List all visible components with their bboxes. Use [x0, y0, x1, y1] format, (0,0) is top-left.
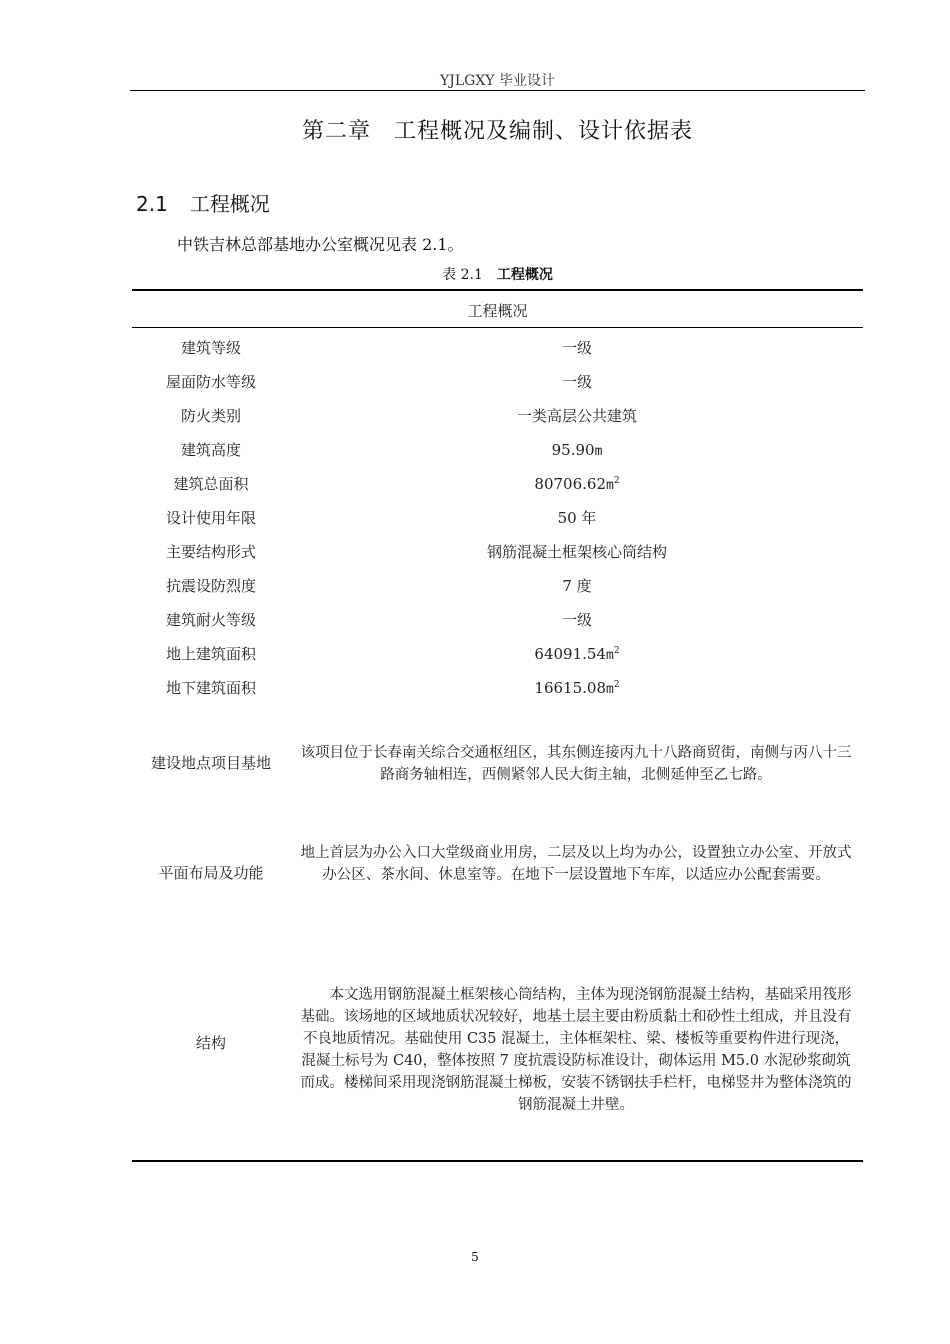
row-label: 设计使用年限 [165, 509, 256, 527]
table-top-rule [132, 289, 863, 291]
row-label: 地下建筑面积 [165, 679, 256, 697]
section-heading [136, 188, 270, 217]
row-value: 一级 [561, 339, 592, 357]
chapter-title: 第二章 工程概况及编制、设计依据表 [301, 119, 693, 144]
row-label: 主要结构形式 [165, 543, 256, 561]
row-value: $64091.54m^2$ [534, 645, 620, 663]
table-row [132, 331, 863, 365]
table-row [132, 399, 863, 433]
page-number: 5 [471, 1250, 479, 1264]
row-value: 95.90m [551, 441, 603, 459]
row-value: $16615.08m^2$ [534, 679, 620, 697]
table-block-row [132, 842, 863, 908]
block-value: 本文选用钢筋混凝土框架核心筒结构，主体为现浇钢筋混凝土结构，基础采用筏形基础。该场地的区域地质状况较好，地基土层主要由粉质黏土和砂性土组成，并且没有不良地质情况。基础使用 C35 混凝土，主体框架柱、梁、楼板等重要构件进行现浇，混凝土标号为 C40，整体按照 7 度抗震设防标准设计，砌体运用 M5.0 水泥砂浆砌筑而成。楼梯间采用现浇钢筋混凝土梯板，安装不锈钢扶手栏杆，电梯竖井为整体浇筑的钢筋混凝土井壁。 [300, 987, 852, 1113]
row-label: 建筑等级 [180, 339, 241, 357]
row-value: 钢筋混凝土框架核心筒结构 [486, 543, 667, 561]
table-row [132, 671, 863, 705]
table-row [132, 501, 863, 535]
block-value: 该项目位于长春南关综合交通枢纽区，其东侧连接丙九十八路商贸街，南侧与丙八十三路商务轴相连，西侧紧邻人民大街主轴，北侧延伸至乙七路。 [300, 745, 852, 783]
page-header: YJLGXY 毕业设计 [440, 73, 555, 89]
section-number: 2.1 [136, 192, 168, 216]
block-label: 建设地点项目基地 [150, 754, 271, 772]
block-value: 地上首层为办公入口大堂级商业用房，二层及以上均为办公，设置独立办公室、开放式办公区、茶水间、休息室等。在地下一层设置地下车库，以适应办公配套需要。 [300, 845, 852, 883]
table-row [132, 603, 863, 637]
section-title: 工程概况 [189, 192, 270, 216]
table-row [132, 569, 863, 603]
row-label: 地上建筑面积 [165, 645, 256, 663]
row-label: 屋面防水等级 [165, 373, 256, 391]
row-label: 建筑高度 [180, 441, 241, 459]
table-row [132, 433, 863, 467]
row-value: 7 度 [562, 577, 592, 595]
table-header-rule [132, 327, 863, 328]
row-label: 建筑耐火等级 [165, 611, 256, 629]
table-block-row [132, 742, 863, 786]
row-value: 50 年 [557, 509, 597, 527]
table-header: 工程概况 [467, 302, 528, 320]
row-label: 防火类别 [180, 407, 241, 425]
table-row [132, 365, 863, 399]
table-block-row [132, 984, 863, 1116]
block-label: 平面布局及功能 [158, 864, 264, 882]
table-row [132, 467, 863, 501]
table-row [132, 535, 863, 569]
table-caption [130, 264, 865, 284]
row-value: $80706.62m^2$ [534, 475, 620, 493]
block-label: 结构 [195, 1034, 226, 1052]
row-label: 建筑总面积 [173, 475, 249, 493]
table-bottom-rule [132, 1160, 863, 1162]
row-value: 一级 [561, 611, 592, 629]
row-value: 一类高层公共建筑 [516, 407, 637, 425]
table-caption-title: 工程概况 [496, 267, 553, 283]
table-caption-number: 表 2.1 [442, 267, 483, 283]
header-rule [130, 90, 865, 91]
row-label: 抗震设防烈度 [165, 577, 256, 595]
intro-paragraph: 中铁吉林总部基地办公室概况见表 2.1。 [177, 235, 464, 254]
row-value: 一级 [561, 373, 592, 391]
table-row [132, 637, 863, 671]
